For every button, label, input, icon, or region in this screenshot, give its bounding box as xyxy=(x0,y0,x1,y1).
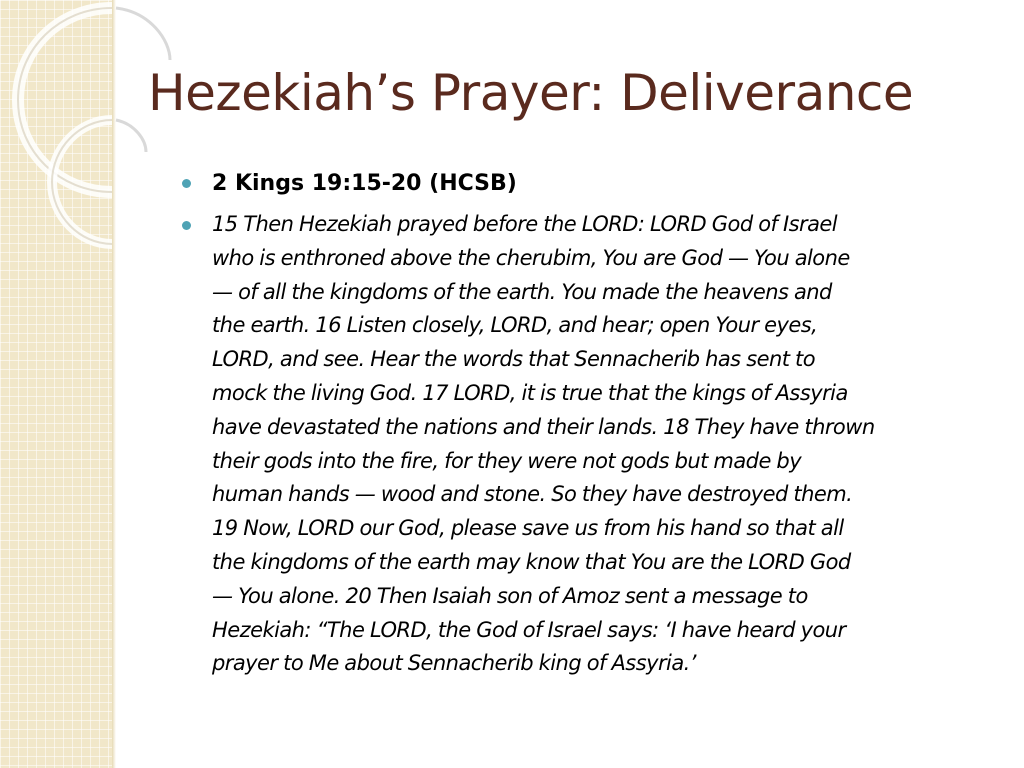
verse-line: who is enthroned above the cherubim, You are God — You alone xyxy=(212,245,850,270)
verse-line: — of all the kingdoms of the earth. You made the heavens and xyxy=(212,279,832,304)
bullet-dot-icon xyxy=(182,179,191,188)
verse-line: prayer to Me about Sennacherib king of Assyria.’ xyxy=(212,651,696,676)
verse-line: 15 Then Hezekiah prayed before the LORD: LORD God of Israel xyxy=(212,212,838,236)
verse-line: — You alone. 20 Then Isaiah son of Amoz sent a message to xyxy=(212,583,808,608)
bullet-dot-icon xyxy=(182,221,191,230)
verse-line: the earth. 16 Listen closely, LORD, and hear; open Your eyes, xyxy=(212,313,818,338)
verse-line: have devastated the nations and their lands. 18 They have thrown xyxy=(212,414,875,439)
verse-line: their gods into the fire, for they were not gods but made by xyxy=(212,448,802,473)
scripture-reference: 2 Kings 19:15-20 (HCSB) xyxy=(212,171,517,196)
verse-line: 19 Now, LORD our God, please save us from his hand so that all xyxy=(212,516,844,541)
bullet-item-verse xyxy=(176,208,984,681)
decorative-rings-icon xyxy=(0,0,200,260)
verse-line: Hezekiah: “The LORD, the God of Israel says: ‘I have heard your xyxy=(212,617,846,642)
slide-title: Hezekiah’s Prayer: Deliverance xyxy=(148,64,914,122)
bullet-list xyxy=(176,166,984,687)
verse-line: mock the living God. 17 LORD, it is true that the kings of Assyria xyxy=(212,380,848,405)
verse-line: the kingdoms of the earth may know that You are the LORD God xyxy=(212,549,851,574)
bullet-item-reference xyxy=(176,166,984,202)
verse-line: LORD, and see. Hear the words that Sennacherib has sent to xyxy=(212,347,816,372)
verse-line: human hands — wood and stone. So they have destroyed them. xyxy=(212,482,853,507)
